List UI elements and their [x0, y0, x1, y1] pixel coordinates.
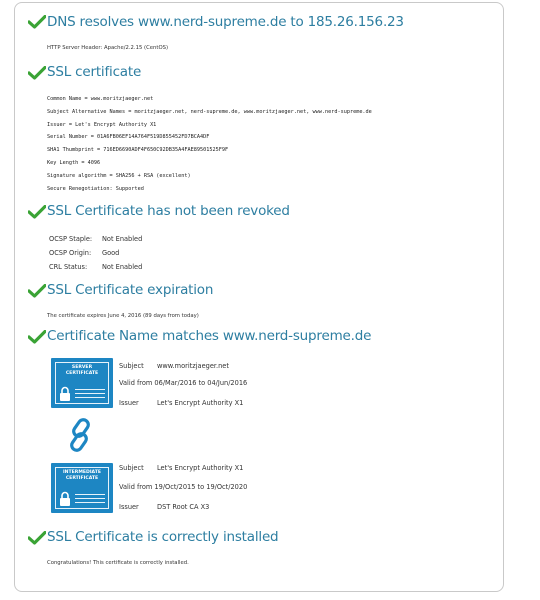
padlock-icon	[59, 491, 71, 507]
serial-number: Serial Number = 01A6FB06EF14A764F519D855452FD7BCA4DF	[47, 134, 210, 140]
ocsp-origin-label: OCSP Origin:	[49, 249, 92, 257]
intermediate-issuer-row: Issuer DST Root CA X3	[119, 503, 210, 511]
key-length: Key Length = 4096	[47, 160, 101, 166]
intermediate-certificate-badge-label: INTERMEDIATE CERTIFICATE	[62, 470, 102, 481]
ocsp-staple-label: OCSP Staple:	[49, 235, 93, 243]
checkmark-icon	[28, 66, 46, 80]
expiration-heading: SSL Certificate expiration	[47, 282, 214, 298]
padlock-icon	[59, 386, 71, 402]
server-certificate-badge-label: SERVER CERTIFICATE	[65, 365, 99, 376]
checkmark-icon	[28, 205, 46, 219]
checkmark-icon	[28, 284, 46, 298]
ocsp-staple-value: Not Enabled	[102, 235, 143, 243]
expiration-note: The certificate expires June 4, 2016 (89 days from today)	[47, 313, 199, 319]
checkmark-icon	[28, 15, 46, 29]
intermediate-validity: Valid from 19/Oct/2015 to 19/Oct/2020	[119, 483, 248, 491]
server-certificate-icon	[51, 358, 113, 408]
http-server-header: HTTP Server Header: Apache/2.2.15 (CentOS)	[47, 45, 169, 51]
installed-note: Congratulations! This certificate is correctly installed.	[47, 560, 189, 566]
server-issuer-row: Issuer Let's Encrypt Authority X1	[119, 399, 244, 407]
server-validity: Valid from 06/Mar/2016 to 04/Jun/2016	[119, 379, 248, 387]
ssl-certificate-heading: SSL certificate	[47, 64, 142, 80]
sha1-thumbprint: SHA1 Thumbprint = 716ED6690ADF4F650C92DB35A4FAE89501525F9F	[47, 147, 229, 153]
issuer: Issuer = Let's Encrypt Authority X1	[47, 122, 157, 128]
name-match-heading: Certificate Name matches www.nerd-supreme.de	[47, 328, 372, 344]
intermediate-certificate-icon	[51, 463, 113, 513]
subject-alternative-names: Subject Alternative Names = moritzjaeger.net, nerd-supreme.de, www.moritzjaeger.net, www.nerd-supreme.de	[47, 109, 372, 115]
dns-heading: DNS resolves www.nerd-supreme.de to 185.26.156.23	[47, 14, 404, 30]
checkmark-icon	[28, 531, 46, 545]
crl-status-value: Not Enabled	[102, 263, 143, 271]
intermediate-subject-row: Subject Let's Encrypt Authority X1	[119, 464, 244, 472]
chain-link-icon	[66, 418, 94, 452]
revocation-heading: SSL Certificate has not been revoked	[47, 203, 290, 219]
checkmark-icon	[28, 330, 46, 344]
server-subject-row: Subject www.moritzjaeger.net	[119, 362, 229, 370]
common-name: Common Name = www.moritzjaeger.net	[47, 96, 154, 102]
installed-heading: SSL Certificate is correctly installed	[47, 529, 279, 545]
signature-algorithm: Signature algorithm = SHA256 + RSA (excellent)	[47, 173, 191, 179]
ocsp-origin-value: Good	[102, 249, 120, 257]
crl-status-label: CRL Status:	[49, 263, 88, 271]
secure-renegotiation: Secure Renegotiation: Supported	[47, 186, 144, 192]
